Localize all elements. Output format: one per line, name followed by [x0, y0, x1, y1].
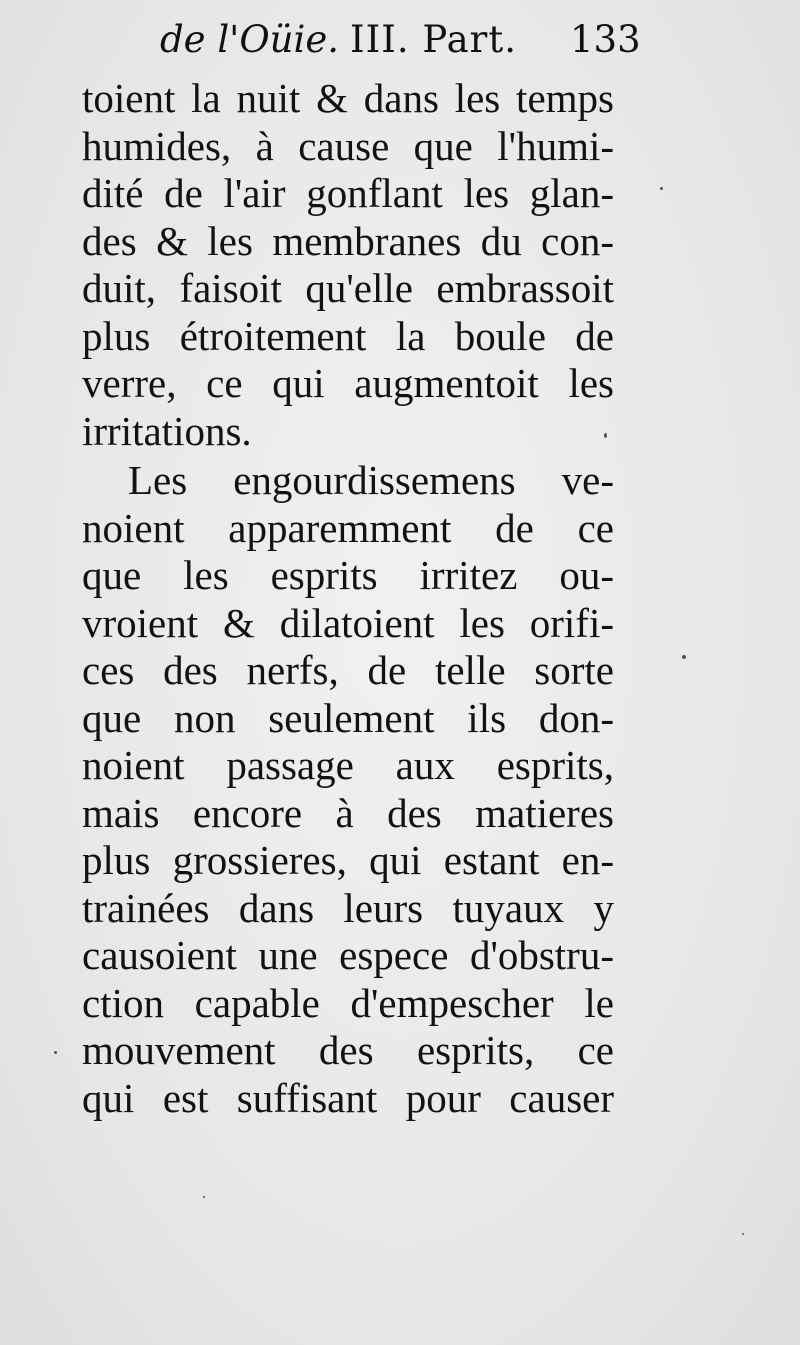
- text-line: des & les membranes du con-: [82, 217, 614, 264]
- paper-speck: [54, 1051, 57, 1054]
- text-line: toient la nuit & dans les temps: [82, 75, 614, 121]
- paper-speck: [203, 1196, 205, 1198]
- text-line: dité de l'air gonflant les glan-: [82, 170, 614, 216]
- paper-speck: [660, 187, 663, 190]
- text-line: verre, ce qui augmentoit les: [82, 360, 614, 406]
- text-line: que non seulement ils don-: [82, 694, 614, 741]
- text-line: vroient & dilatoient les orifi-: [82, 599, 614, 646]
- part-label: III. Part.: [350, 18, 517, 61]
- text-line: irritations.: [82, 407, 252, 454]
- text-line: qui est suffisant pour causer: [82, 1074, 614, 1121]
- running-header: [160, 18, 641, 78]
- body-text: [82, 75, 614, 1122]
- text-line: trainées dans leurs tuyaux y: [82, 884, 614, 931]
- text-line: mouvement des esprits, ce: [82, 1027, 614, 1073]
- text-line: humides, à cause que l'humi-: [82, 122, 614, 169]
- text-line: que les esprits irritez ou-: [82, 552, 614, 598]
- text-line: ces des nerfs, de telle sorte: [82, 647, 614, 693]
- running-title: de l'Oüie.: [160, 18, 340, 61]
- text-line: plus étroitement la boule de: [82, 312, 614, 359]
- text-line: causoient une espece d'obstru-: [82, 932, 614, 978]
- text-line: plus grossieres, qui estant en-: [82, 837, 614, 883]
- paper-speck: [682, 655, 686, 659]
- page-number: 133: [570, 18, 641, 61]
- text-line: noient passage aux esprits,: [82, 742, 614, 788]
- text-line: Les engourdissemens ve-: [128, 457, 614, 503]
- text-line: noient apparemment de ce: [82, 504, 614, 551]
- text-line: mais encore à des matieres: [82, 789, 614, 836]
- text-line: ction capable d'empescher le: [82, 979, 614, 1026]
- paper-speck: [742, 1233, 744, 1235]
- paragraph: [82, 457, 614, 1122]
- paper-speck: [604, 433, 607, 438]
- text-line: duit, faisoit qu'elle embrassoit: [82, 265, 614, 311]
- paragraph: [82, 75, 614, 455]
